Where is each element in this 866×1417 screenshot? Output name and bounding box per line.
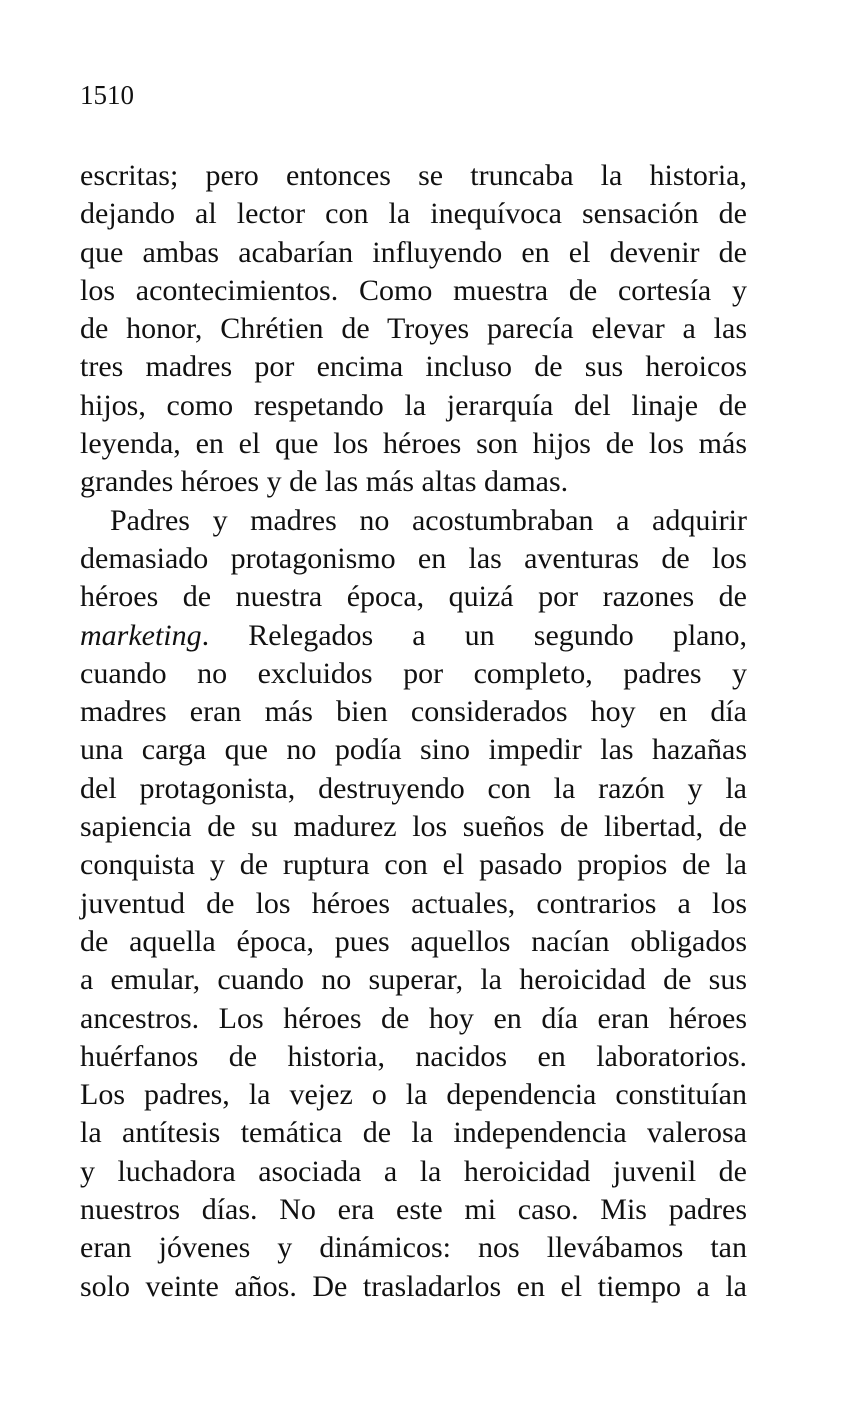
text-line: huérfanos de historia, nacidos en laboratorios.	[80, 1039, 747, 1073]
text-line: de honor, Chrétien de Troyes parecía elevar a las	[80, 312, 747, 346]
italic-word: marketing	[80, 618, 202, 652]
text-line: los acontecimientos. Como muestra de cortesía y	[80, 273, 747, 307]
text-line: que ambas acabarían influyendo en el devenir de	[80, 235, 747, 269]
text-line: una carga que no podía sino impedir las hazañas	[80, 733, 747, 767]
text-line: del protagonista, destruyendo con la razón y la	[80, 771, 747, 805]
body-text	[80, 157, 747, 1306]
text-line: héroes de nuestra época, quizá por razones de	[80, 580, 747, 614]
text-line: escritas; pero entonces se truncaba la historia,	[80, 159, 747, 192]
text-line: madres eran más bien considerados hoy en día	[80, 695, 747, 729]
paragraph-1	[80, 157, 747, 502]
text-line: leyenda, en el que los héroes son hijos de los más	[80, 427, 747, 461]
page-number: 1510	[80, 80, 134, 110]
text-line: Padres y madres no acostumbraban a adquirir	[110, 503, 747, 537]
text-line: a emular, cuando no superar, la heroicidad de sus	[80, 963, 747, 997]
line-rest: . Relegados a un segundo plano,	[201, 618, 747, 652]
text-line: nuestros días. No era este mi caso. Mis padres	[80, 1193, 747, 1227]
text-line: ancestros. Los héroes de hoy en día eran héroes	[80, 1001, 747, 1035]
text-line: solo veinte años. De trasladarlos en el tiempo a la	[80, 1269, 747, 1303]
text-line: hijos, como respetando la jerarquía del linaje de	[80, 388, 747, 422]
text-line: dejando al lector con la inequívoca sensación de	[80, 197, 747, 231]
text-line: de aquella época, pues aquellos nacían obligados	[80, 924, 747, 958]
text-line: la antítesis temática de la independencia valerosa	[80, 1116, 747, 1150]
text-line: tres madres por encima incluso de sus heroicos	[80, 350, 747, 384]
text-line: juventud de los héroes actuales, contrarios a los	[80, 886, 747, 920]
paragraph-2	[80, 502, 747, 1306]
text-line: cuando no excluidos por completo, padres y	[80, 656, 747, 690]
text-line: conquista y de ruptura con el pasado propios de la	[80, 848, 747, 882]
text-line: eran jóvenes y dinámicos: nos llevábamos tan	[80, 1231, 747, 1265]
text-line: grandes héroes y de las más altas damas.	[80, 465, 569, 499]
text-line: demasiado protagonismo en las aventuras de los	[80, 541, 747, 575]
text-line: Los padres, la vejez o la dependencia constituían	[80, 1078, 747, 1112]
text-line: sapiencia de su madurez los sueños de libertad, de	[80, 810, 747, 844]
text-line: y luchadora asociada a la heroicidad juvenil de	[80, 1154, 747, 1188]
text-line-with-italic	[80, 617, 747, 655]
